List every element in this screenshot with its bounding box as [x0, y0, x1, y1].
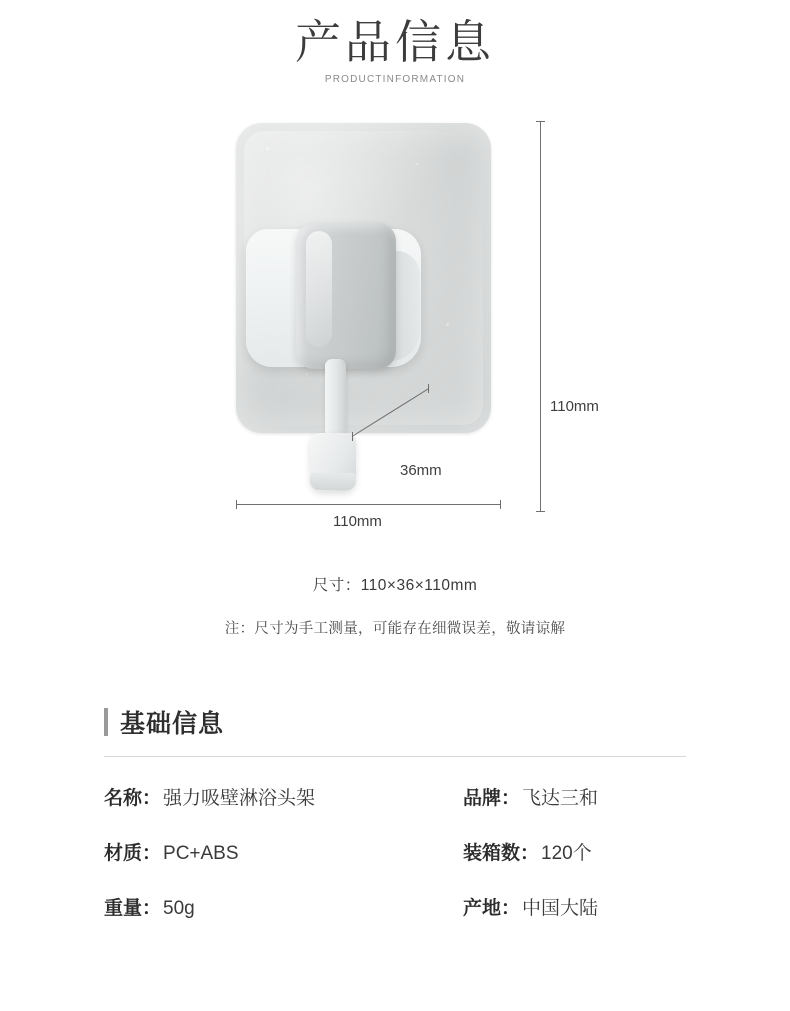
width-dimension-line [236, 504, 501, 505]
spec-key: 材质： [104, 843, 162, 864]
spec-key: 装箱数： [463, 843, 540, 864]
spec-row [104, 893, 395, 920]
product-diagram [0, 101, 790, 571]
basic-info-title: 基础信息 [120, 710, 225, 738]
spec-key: 名称： [104, 788, 162, 809]
spec-grid [104, 783, 686, 920]
height-dimension-label: 110mm [550, 398, 599, 415]
spec-row [395, 893, 686, 920]
page-subtitle: PRODUCTINFORMATION [324, 74, 466, 85]
spec-key: 产地： [463, 898, 521, 919]
cradle-highlight [306, 231, 332, 347]
size-summary: 尺寸：110×36×110mm [312, 577, 478, 594]
height-dimension-line [540, 121, 541, 511]
section-divider [104, 756, 686, 757]
width-dimension-cap-left [236, 500, 237, 509]
depth-dimension-label: 36mm [400, 462, 442, 479]
spec-row [104, 838, 395, 865]
spec-row [395, 838, 686, 865]
width-dimension-label: 110mm [333, 513, 382, 530]
spec-value: 50g [163, 898, 195, 919]
spec-key: 品牌： [463, 788, 521, 809]
width-dimension-cap-right [500, 500, 501, 509]
height-dimension-cap-top [536, 121, 545, 122]
holder-hook-tip [310, 473, 356, 490]
height-dimension-cap-bottom [536, 511, 545, 512]
spec-value: PC+ABS [163, 843, 239, 864]
page-header [0, 0, 790, 85]
spec-row [104, 783, 395, 810]
spec-value: 120个 [541, 843, 592, 864]
spec-value: 飞达三和 [522, 788, 599, 809]
depth-dimension-cap-end [428, 384, 429, 393]
depth-dimension-cap-start [352, 432, 353, 441]
page-title: 产品信息 [295, 17, 495, 68]
measurement-note: 注：尺寸为手工测量，可能存在细微误差，敬请谅解 [224, 621, 566, 637]
spec-value: 强力吸壁淋浴头架 [163, 788, 316, 809]
basic-info-header [104, 704, 686, 740]
section-accent-bar [104, 708, 108, 736]
spec-row [395, 783, 686, 810]
basic-info-section [0, 704, 790, 920]
spec-key: 重量： [104, 898, 162, 919]
spec-value: 中国大陆 [522, 898, 599, 919]
